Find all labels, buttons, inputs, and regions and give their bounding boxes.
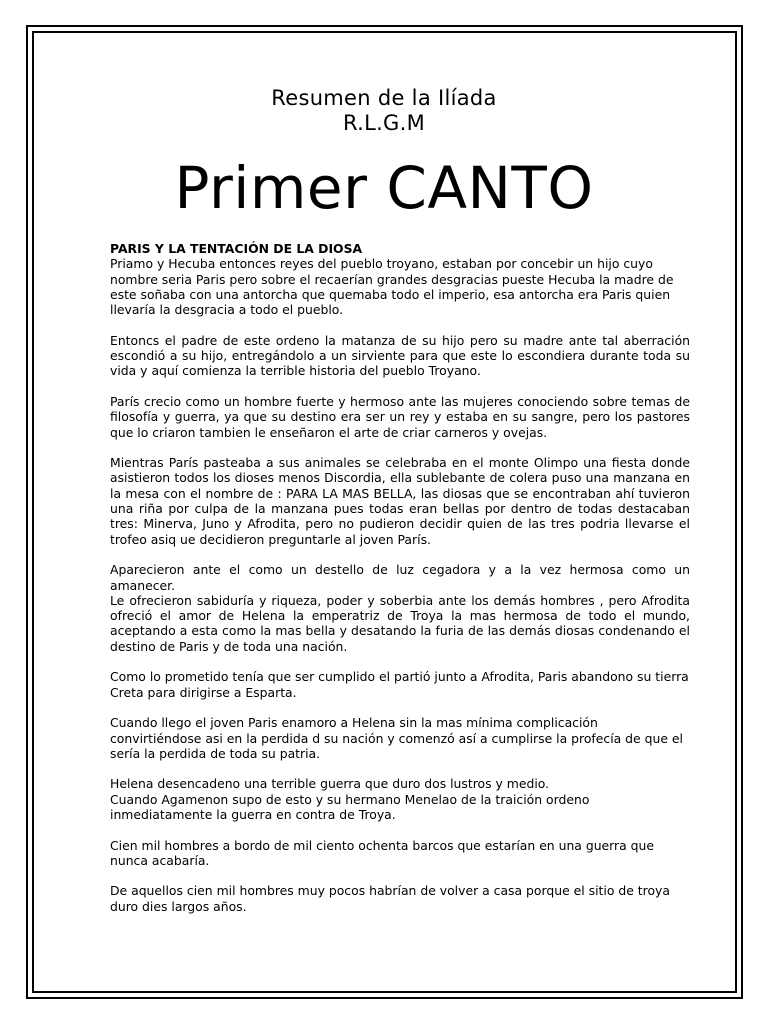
section-heading: PARIS Y LA TENTACIÓN DE LA DIOSA (110, 241, 363, 256)
paragraph-line: Aparecieron ante el como un destello de luz cegadora y a la vez hermosa como un amanecer. (110, 562, 690, 593)
paragraph-3 (110, 394, 690, 440)
paragraph-line: Helena desencadeno una terrible guerra que duro dos lustros y medio. (110, 776, 550, 792)
paragraph-line: Cien mil hombres a bordo de mil ciento ochenta barcos que estarían en una guerra que nunca acabaría. (110, 837, 655, 868)
document-author-initials: R.L.G.M (342, 111, 426, 135)
paragraph-1 (110, 256, 690, 317)
paragraph-2 (110, 333, 690, 379)
paragraph-7 (110, 715, 690, 761)
canto-title: Primer CANTO (174, 154, 594, 222)
paragraph-5 (110, 562, 690, 654)
paragraph-line: Como lo prometido tenía que ser cumplido el partió junto a Afrodita, Paris abandono su tierra Creta para dirigirse a Esparta. (110, 669, 689, 700)
paragraph-line: Cuando Agamenon supo de esto y su hermano Menelao de la traición ordeno inmediatamente la guerra en contra de Troya. (110, 791, 590, 822)
document-header (0, 86, 768, 136)
paragraph-6 (110, 669, 690, 700)
paragraph-10 (110, 883, 690, 914)
paragraph-line: Entoncs el padre de este ordeno la matanza de su hijo pero su madre ante tal aberración escondió a su hijo, entregándolo a un sirviente para que este lo escondiera durante toda su vida y aquí comienza la terrible historia del pueblo Troyano. (110, 332, 690, 379)
paragraph-line: Le ofrecieron sabiduría y riqueza, poder y soberbia ante los demás hombres , pero Afrodita ofreció el amor de Helena la emperatriz de Troya la mas hermosa de todo el mundo, aceptando a esta como la mas bella y desatando la furia de las demás diosas condenando el destino de Paris y de toda una nación. (110, 592, 690, 654)
paragraph-line: Priamo y Hecuba entonces reyes del pueblo troyano, estaban por concebir un hijo cuyo nombre seria Paris pero sobre el recaerían grandes desgracias pueste Hecuba la madre de este soñaba con una antorcha que quemaba todo el imperio, esa antorcha era Paris quien llevaría la desgracia a todo el pueblo. (110, 256, 674, 318)
paragraph-8 (110, 776, 690, 822)
document-title: Resumen de la Ilíada (271, 86, 497, 110)
paragraph-line: Cuando llego el joven Paris enamoro a Helena sin la mas mínima complicación convirtiéndose asi en la perdida d su nación y comenzó así a cumplirse la profecía de que el sería la perdida de toda su patria. (110, 715, 683, 761)
paragraph-4 (110, 455, 690, 547)
document-body (110, 241, 690, 929)
paragraph-line: París crecio como un hombre fuerte y hermoso ante las mujeres conociendo sobre temas de filosofía y guerra, ya que su destino era ser un rey y estaba en su sangre, pero los pastores que lo criaron tambien le enseñaron el arte de criar carneros y ovejas. (110, 393, 690, 440)
paragraph-9 (110, 838, 690, 869)
paragraph-line: Mientras París pasteaba a sus animales se celebraba en el monte Olimpo una fiesta donde asistieron todos los dioses menos Discordia, ella sublebante de colera puso una manzana en la mesa con el nombre de : PARA LA MAS BELLA, las diosas que se encontraban ahí tuvieron una riña por culpa de la manzana pues todas eran bellas por dentro de todas destacaban tres: Minerva, Juno y Afrodita, pero no pudieron decidir quien de las tres podria llevarse el trofeo asiq ue decidieron preguntarle al joven París. (110, 455, 690, 547)
paragraph-line: De aquellos cien mil hombres muy pocos habrían de volver a casa porque el sitio de troya duro dies largos años. (110, 883, 670, 914)
